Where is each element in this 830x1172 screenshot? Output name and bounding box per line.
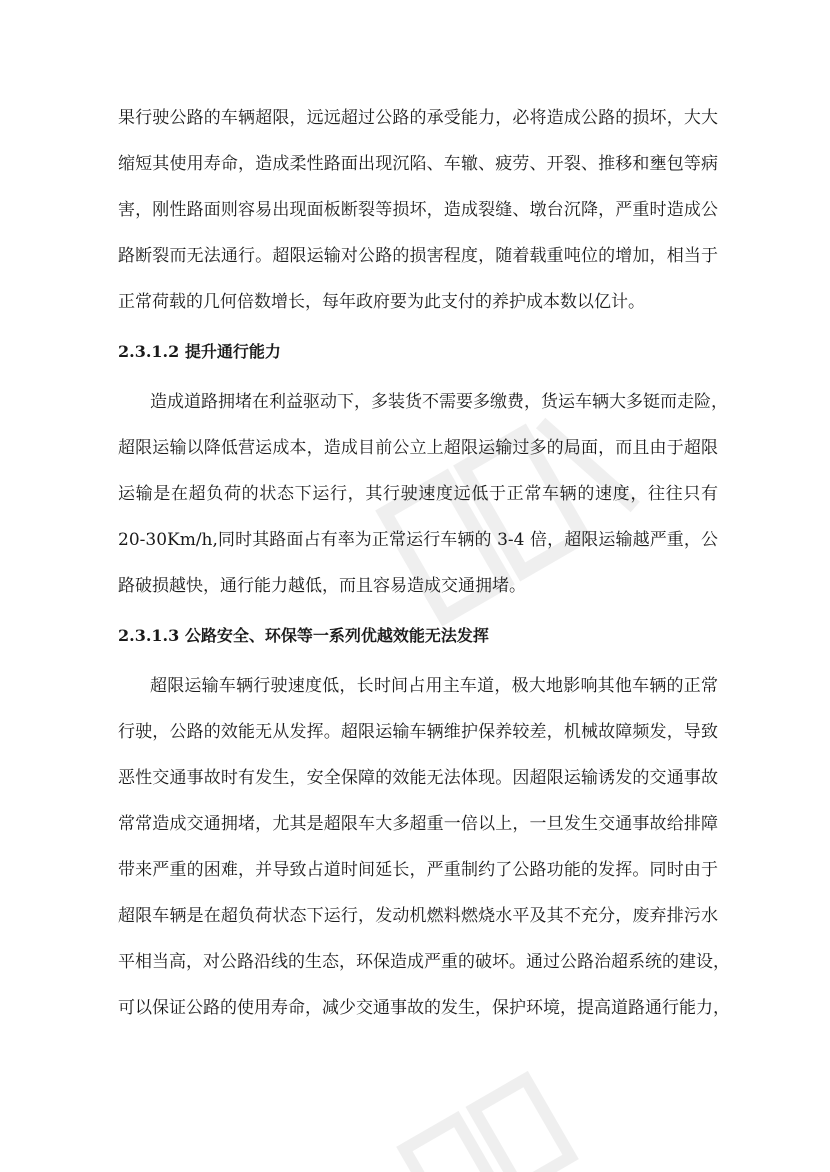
paragraph-3-line: 平相当高，对公路沿线的生态，环保造成严重的破坏。通过公路治超系统的建设， bbox=[118, 952, 730, 972]
paragraph-2-line: 造成道路拥堵在利益驱动下，多装货不需要多缴费，货运车辆大多铤而走险， bbox=[150, 392, 728, 412]
paragraph-2-line: 运输是在超负荷的状态下运行，其行驶速度远低于正常车辆的速度，往往只有 bbox=[118, 484, 718, 504]
paragraph-1-line: 正常荷载的几何倍数增长，每年政府要为此支付的养护成本数以亿计。 bbox=[118, 292, 645, 312]
paragraph-3-line: 恶性交通事故时有发生，安全保障的效能无法体现。因超限运输诱发的交通事故 bbox=[118, 768, 718, 788]
paragraph-3-line: 可以保证公路的使用寿命，减少交通事故的发生，保护环境，提高道路通行能力， bbox=[118, 998, 730, 1018]
section-heading-2-3-1-3: 2.3.1.3 公路安全、环保等一系列优越效能无法发挥 bbox=[118, 626, 489, 645]
paragraph-3-line: 常常造成交通拥堵，尤其是超限车大多超重一倍以上，一旦发生交通事故给排障 bbox=[118, 814, 718, 834]
paragraph-1-line: 果行驶公路的车辆超限，远远超过公路的承受能力，必将造成公路的损坏，大大 bbox=[118, 108, 718, 128]
paragraph-2-line: 超限运输以降低营运成本，造成目前公立上超限运输过多的局面，而且由于超限 bbox=[118, 438, 718, 458]
paragraph-3-line: 超限运输车辆行驶速度低，长时间占用主车道，极大地影响其他车辆的正常 bbox=[150, 676, 718, 696]
paragraph-2-line: 路破损越快，通行能力越低，而且容易造成交通拥堵。 bbox=[118, 576, 526, 596]
paragraph-3-line: 行驶，公路的效能无从发挥。超限运输车辆维护保养较差，机械故障频发，导致 bbox=[118, 722, 718, 742]
paragraph-1-line: 路断裂而无法通行。超限运输对公路的损害程度，随着载重吨位的增加，相当于 bbox=[118, 246, 718, 266]
paragraph-3-line: 超限车辆是在超负荷状态下运行，发动机燃料燃烧水平及其不充分，废弃排污水 bbox=[118, 906, 718, 926]
section-heading-2-3-1-2: 2.3.1.2 提升通行能力 bbox=[118, 342, 281, 361]
paragraph-1-line: 害，刚性路面则容易出现面板断裂等损坏，造成裂缝、墩台沉降，严重时造成公 bbox=[118, 200, 718, 220]
paragraph-1-line: 缩短其使用寿命，造成柔性路面出现沉陷、车辙、疲劳、开裂、推移和壅包等病 bbox=[118, 154, 718, 174]
watermark-bottom-icon bbox=[380, 1060, 580, 1172]
paragraph-3-line: 带来严重的困难，并导致占道时间延长，严重制约了公路功能的发挥。同时由于 bbox=[118, 860, 718, 880]
paragraph-2-line: 20-30Km/h,同时其路面占有率为正常运行车辆的 3-4 倍，超限运输越严重，公 bbox=[118, 530, 718, 550]
